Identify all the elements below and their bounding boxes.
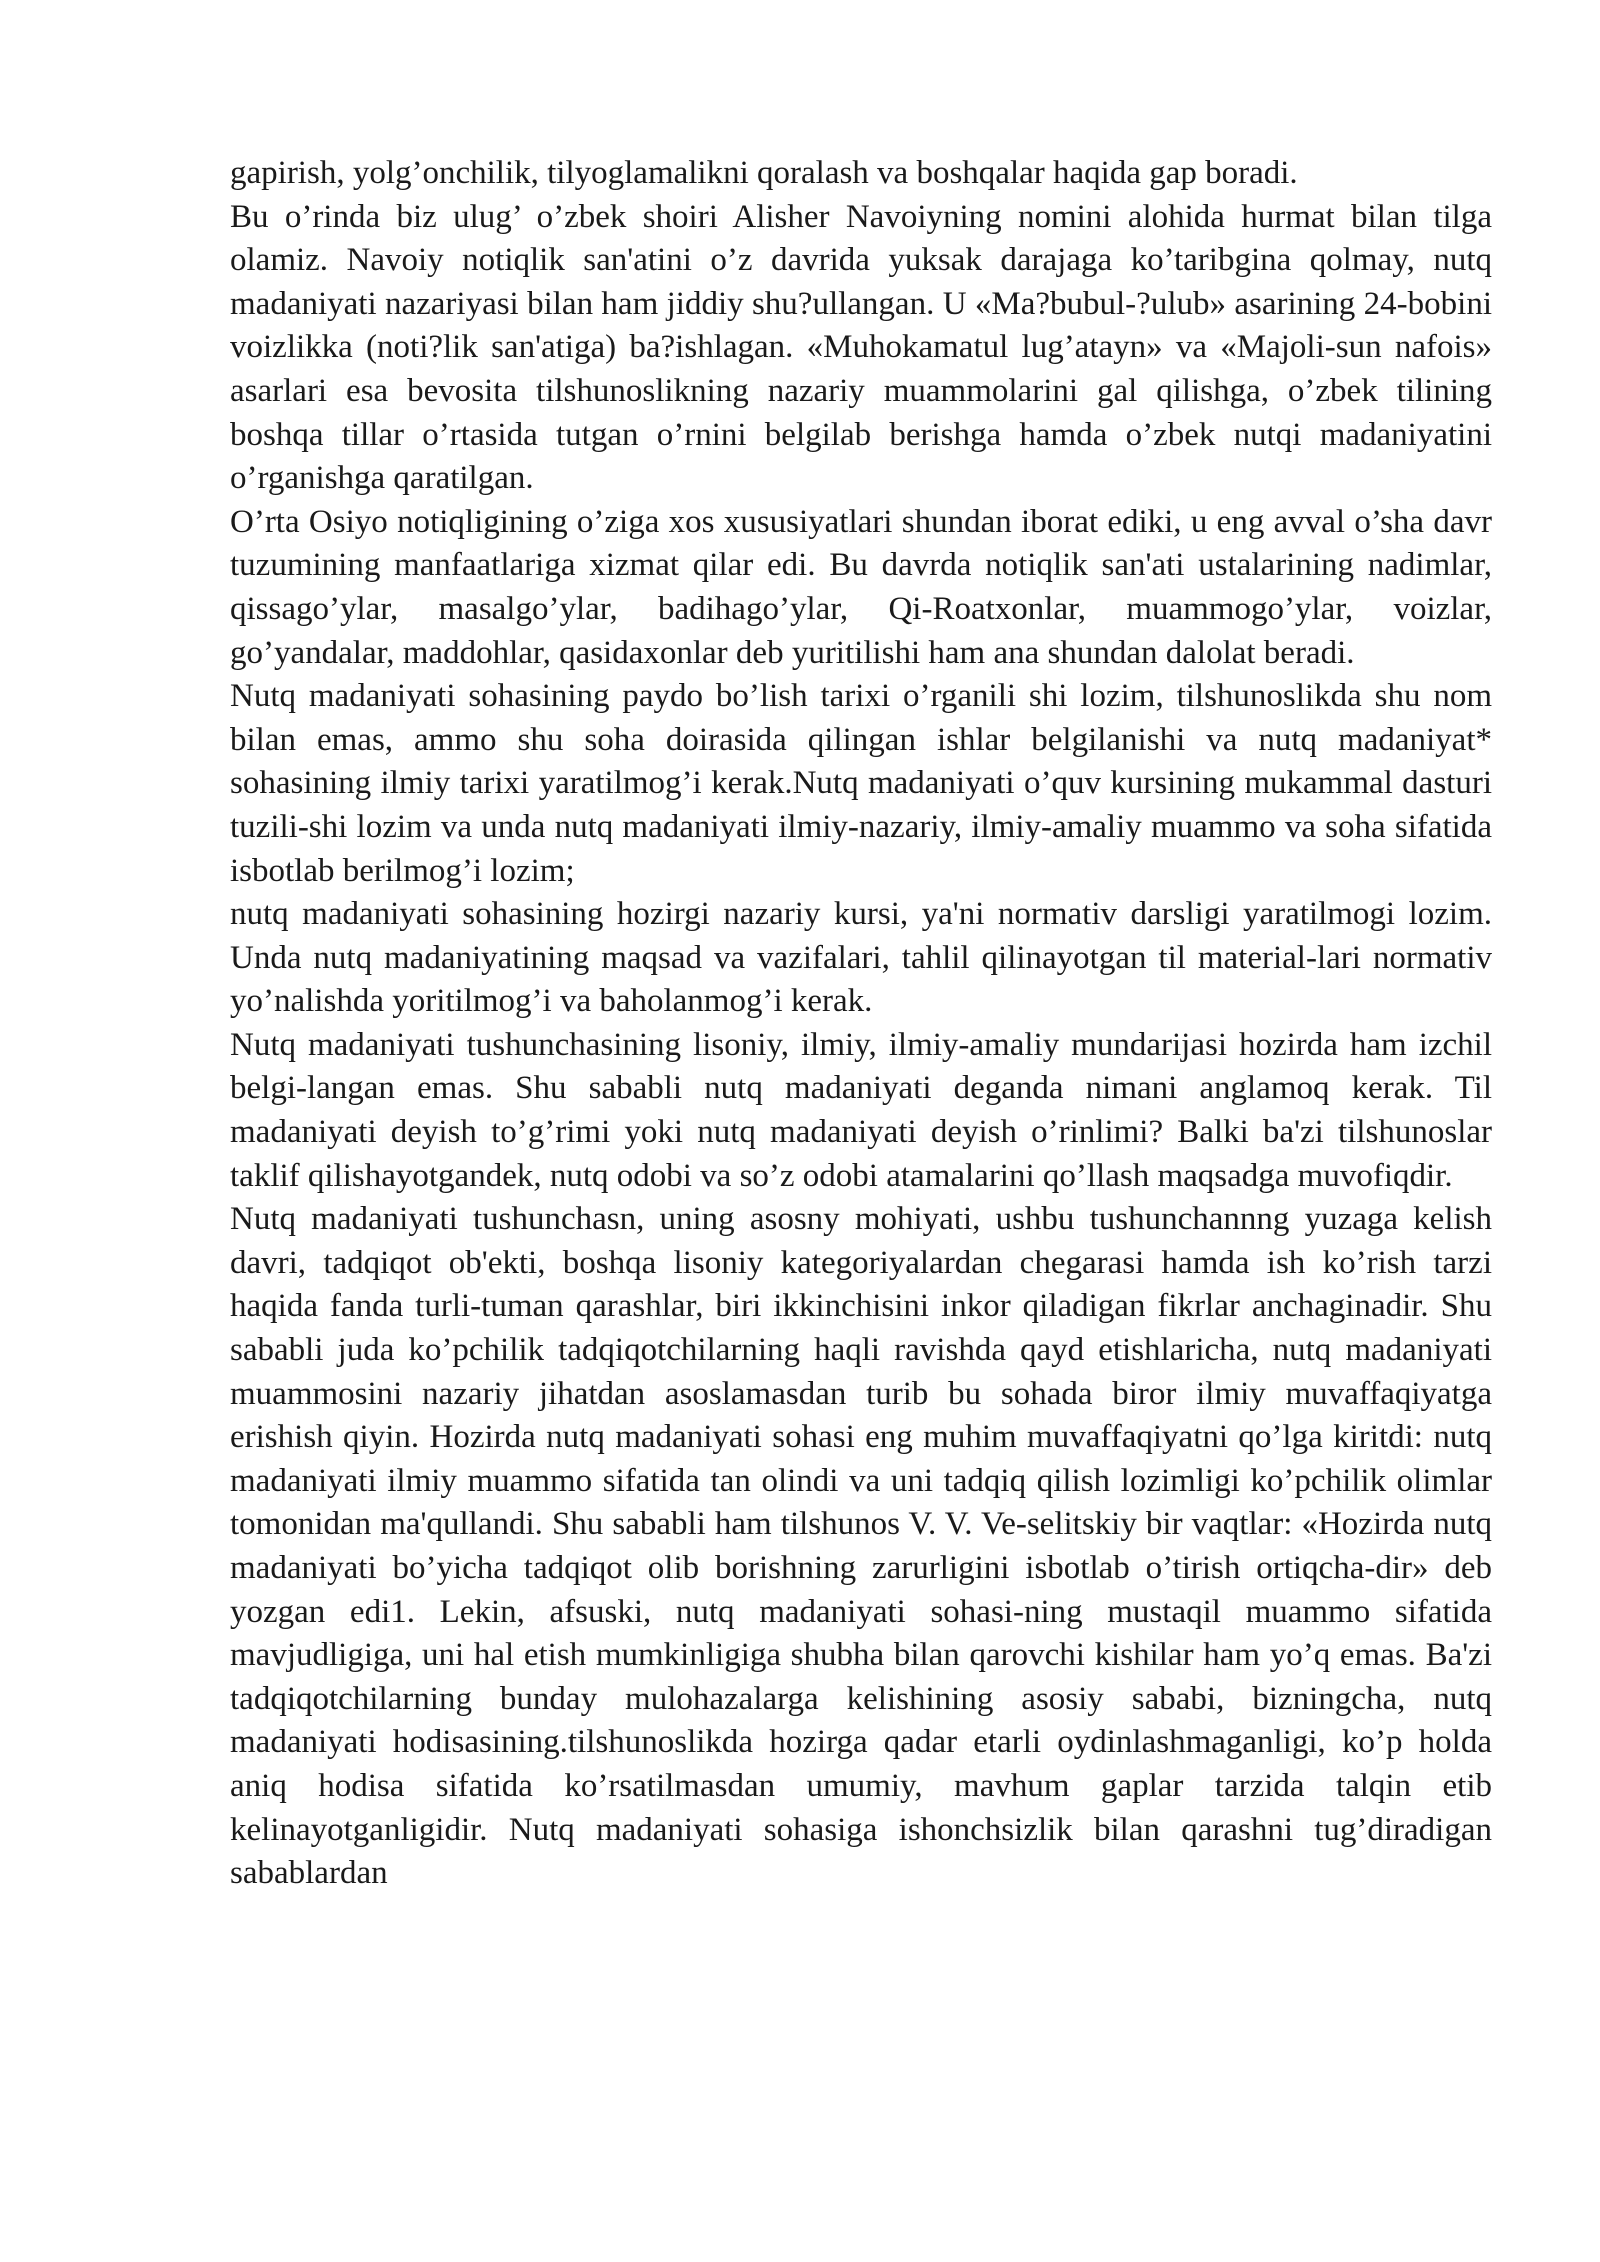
document-page	[230, 152, 1492, 1896]
paragraph: gapirish, yolg’onchilik, tilyoglamalikni qoralash va boshqalar haqida gap boradi.	[230, 155, 1298, 191]
paragraph: Nutq madaniyati tushunchasining lisoniy, ilmiy, ilmiy-amaliy mundarijasi hozirda ham izchil belgi-langan emas. Shu sababli nutq madaniyati deganda nimani anglamoq kerak. Til madaniyati deyish to’g’rimi yoki nutq madaniyati deyish o’rinlimi? Balki ba'zi tilshunoslar taklif qilishayotgandek, nutq odobi va so’z odobi atamalarini qo’llash maqsadga muvofiqdir.	[230, 1026, 1492, 1194]
paragraph: Nutq madaniyati sohasining paydo bo’lish tarixi o’rganili shi lozim, tilshunoslikda shu nom bilan emas, ammo shu soha doirasida qilingan ishlar belgilanishi va nutq madaniyat* sohasining ilmiy tarixi yaratilmog’i kerak.Nutq madaniyati o’quv kursining mukammal dasturi tuzili-shi lozim va unda nutq madaniyati ilmiy-nazariy, ilmiy-amaliy muammo va soha sifatida isbotlab berilmog’i lozim;	[230, 678, 1492, 889]
paragraph: O’rta Osiyo notiqligining o’ziga xos xususiyatlari shundan iborat ediki, u eng avval o’sha davr tuzumining manfaatlariga xizmat qilar edi. Bu davrda notiqlik san'ati ustalarining nadimlar, qissago’ylar, masalgo’ylar, badihago’ylar, Qi-Roatxonlar, muammogo’ylar, voizlar, go’yandalar, maddohlar, qasidaxonlar deb yuritilishi ham ana shundan dalolat beradi.	[230, 503, 1492, 671]
paragraph: nutq madaniyati sohasining hozirgi nazariy kursi, ya'ni normativ darsligi yaratilmogi lozim. Unda nutq madaniyatining maqsad va vazifalari, tahlil qilinayotgan til material-lari normativ yo’nalishda yoritilmog’i va baholanmog’i kerak.	[230, 896, 1492, 1020]
paragraph: Bu o’rinda biz ulug’ o’zbek shoiri Alisher Navoiyning nomini alohida hurmat bilan tilga olamiz. Navoiy notiqlik san'atini o’z davrida yuksak darajaga ko’taribgina qolmay, nutq madaniyati nazariyasi bilan ham jiddiy shu?ullangan. U «Ma?bubul-?ulub» asarining 24-bobini voizlikka (noti?lik san'atiga) ba?ishlagan. «Muhokamatul lug’atayn» va «Majoli-sun nafois» asarlari esa bevosita tilshunoslikning nazariy muammolarini gal qilishga, o’zbek tilining boshqa tillar o’rtasida tutgan o’rnini belgilab berishga hamda o’zbek nutqi madaniyatini o’rganishga qaratilgan.	[230, 198, 1492, 497]
paragraph: Nutq madaniyati tushunchasn, uning asosny mohiyati, ushbu tushunchannng yuzaga kelish davri, tadqiqot ob'ekti, boshqa lisoniy kategoriyalardan chegarasi hamda ish ko’rish tarzi haqida fanda turli-tuman qarashlar, biri ikkinchisini inkor qiladigan fikrlar anchaginadir. Shu sababli juda ko’pchilik tadqiqotchilarning haqli ravishda qayd etishlaricha, nutq madaniyati muammosini nazariy jihatdan asoslamasdan turib bu sohada biror ilmiy muvaffaqiyatga erishish qiyin. Hozirda nutq madaniyati sohasi eng muhim muvaffaqiyatni qo’lga kiritdi: nutq madaniyati ilmiy muammo sifatida tan olindi va uni tadqiq qilish lozimligi ko’pchilik olimlar tomonidan ma'qullandi. Shu sababli ham tilshunos V. V. Ve-selitskiy bir vaqtlar: «Hozirda nutq madaniyati bo’yicha tadqiqot olib borishning zarurligini isbotlab o’tirish ortiqcha-dir» deb yozgan edi1. Lekin, afsuski, nutq madaniyati sohasi-ning mustaqil muammo sifatida mavjudligiga, uni hal etish mumkinligiga shubha bilan qarovchi kishilar ham yo’q emas. Ba'zi tadqiqotchilarning bunday mulohazalarga kelishining asosiy sababi, bizningcha, nutq madaniyati hodisasining.tilshunoslikda hozirga qadar etarli oydinlashmaganligi, ko’p holda aniq hodisa sifatida ko’rsatilmasdan umumiy, mavhum gaplar tarzida talqin etib kelinayotganligidir. Nutq madaniyati sohasiga ishonchsizlik bilan qarashni tug’diradigan sabablardan	[230, 1201, 1492, 1892]
